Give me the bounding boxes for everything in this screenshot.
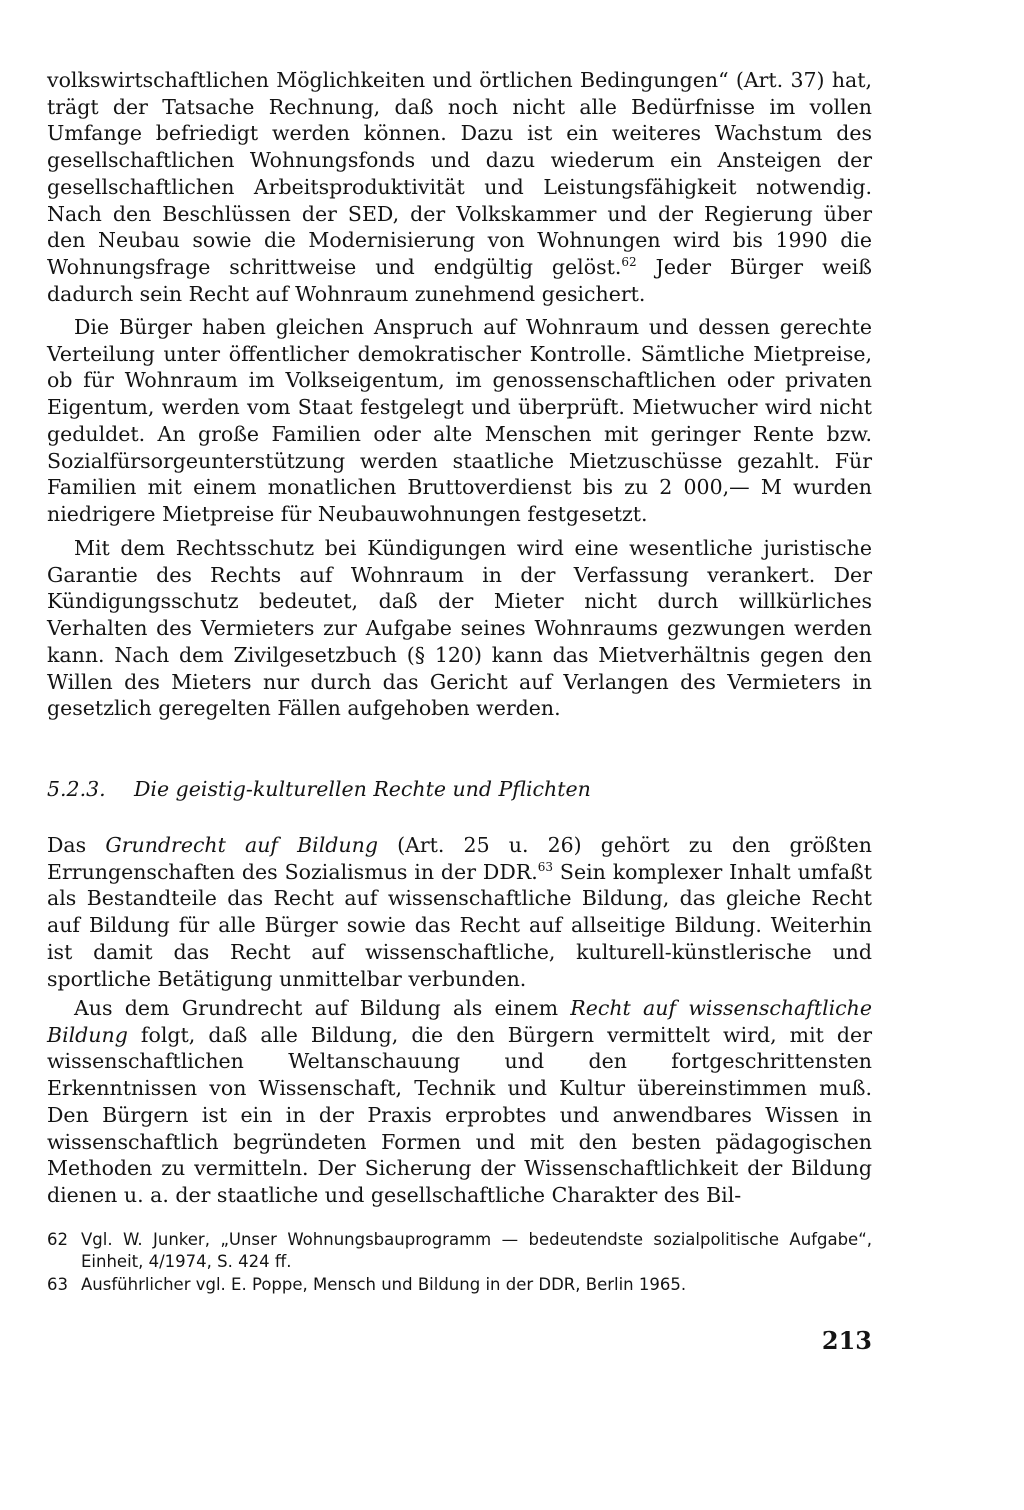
paragraph-housing-growth	[47, 67, 872, 307]
footnotes	[47, 1229, 872, 1297]
section-number: 5.2.3.	[47, 777, 106, 801]
footnote-text: Vgl. W. Junker, „Unser Wohnungsbauprogramm — bedeutendste sozialpolitische Aufgabe“, Einheit, 4/1974, S. 424 ff.	[81, 1230, 872, 1271]
footnote-text: Ausführlicher vgl. E. Poppe, Mensch und Bildung in der DDR, Berlin 1965.	[81, 1275, 687, 1294]
footnote-number: 63	[47, 1275, 68, 1294]
paragraph-text: volkswirtschaftlichen Möglichkeiten und örtlichen Bedingungen“ (Art. 37) hat, trägt der Tatsache Rechnung, daß noch nicht alle Bedürfnisse im vollen Umfange befriedigt werden können. Dazu ist ein weiteres Wachstum des gesellschaftlichen Wohnungsfonds und dazu wiederum ein Ansteigen der gesellschaftlichen Arbeitsproduktivität und Leistungsfähigkeit notwendig. Nach den Beschlüssen der SED, der Volkskammer und der Regierung über den Neubau sowie die Modernisierung von Wohnungen wird bis 1990 die Wohnungsfrage schrittweise und endgültig gelöst.	[47, 68, 872, 279]
paragraph-text: Jeder Bürger weiß dadurch sein Recht auf Wohnraum zunehmend gesichert.	[47, 254, 872, 306]
footnote-63	[47, 1274, 872, 1296]
paragraph-text: Das	[47, 833, 106, 857]
emphasis-text: Grundrecht auf Bildung	[105, 833, 378, 857]
paragraph-text: Aus dem Grundrecht auf Bildung als einem	[74, 996, 571, 1020]
section-title: Die geistig-kulturellen Rechte und Pflichten	[134, 777, 591, 801]
footnote-62	[47, 1229, 872, 1273]
paragraph-text: Sein komplexer Inhalt umfaßt als Bestandteile das Recht auf wissenschaftliche Bildung, das gleiche Recht auf Bildung für alle Bürger sowie das Recht auf allseitige Bildung. Weiterhin ist damit das Recht auf wissenschaftliche, kulturell-künstlerische und sportliche Betätigung unmittelbar verbunden.	[47, 859, 872, 991]
footnote-ref-62: 62	[621, 254, 637, 269]
paragraph-right-to-education	[47, 832, 872, 992]
footnote-number: 62	[47, 1230, 68, 1249]
section-heading	[47, 776, 872, 802]
paragraph-rent-control: Die Bürger haben gleichen Anspruch auf Wohnraum und dessen gerechte Verteilung unter öffentlicher demokratischer Kontrolle. Sämtliche Mietpreise, ob für Wohnraum im Volkseigentum, im genossenschaftlichen oder privaten Eigentum, werden vom Staat festgelegt und überprüft. Mietwucher wird nicht geduldet. An große Familien oder alte Menschen mit geringer Rente bzw. Sozialfürsorgeunterstützung werden staatliche Mietzuschüsse gezahlt. Für Familien mit einem monatlichen Bruttoverdienst bis zu 2 000,— M wurden niedrigere Mietpreise für Neubauwohnungen festgesetzt.	[47, 315, 872, 526]
footnote-ref-63: 63	[537, 859, 554, 874]
emphasis-text: Recht auf wissenschaftliche Bildung	[47, 996, 873, 1047]
paragraph-tenant-protection: Mit dem Rechtsschutz bei Kündigungen wird eine wesentliche juristische Garantie des Rechts auf Wohnraum in der Verfassung verankert. Der Kündigungsschutz bedeutet, daß der Mieter nicht durch willkürliches Verhalten des Vermieters zur Aufgabe seines Wohnraums gezwungen werden kann. Nach dem Zivilgesetzbuch (§ 120) kann das Mietverhältnis gegen den Willen des Mieters nur durch das Gericht auf Verlangen des Vermieters in gesetzlich geregelten Fällen aufgehoben werden.	[47, 536, 872, 721]
paragraph-scientific-education	[47, 995, 872, 1209]
paragraph-text: (Art. 25 u. 26) gehört zu den größten Errungenschaften des Sozialismus in der DDR.	[47, 833, 872, 884]
page-number: 213	[821, 1326, 872, 1355]
paragraph-text: folgt, daß alle Bildung, die den Bürgern vermittelt wird, mit der wissenschaftlichen Weltanschauung und den fortgeschrittensten Erkenntnissen von Wissenschaft, Technik und Kultur übereinstimmen muß. Den Bürgern ist ein in der Praxis erprobtes und anwendbares Wissen in wissenschaftlich begründeten Formen und mit den besten pädagogischen Methoden zu vermitteln. Der Sicherung der Wissenschaftlichkeit der Bildung dienen u. a. der staatliche und gesellschaftliche Charakter des Bil-	[47, 1022, 872, 1207]
